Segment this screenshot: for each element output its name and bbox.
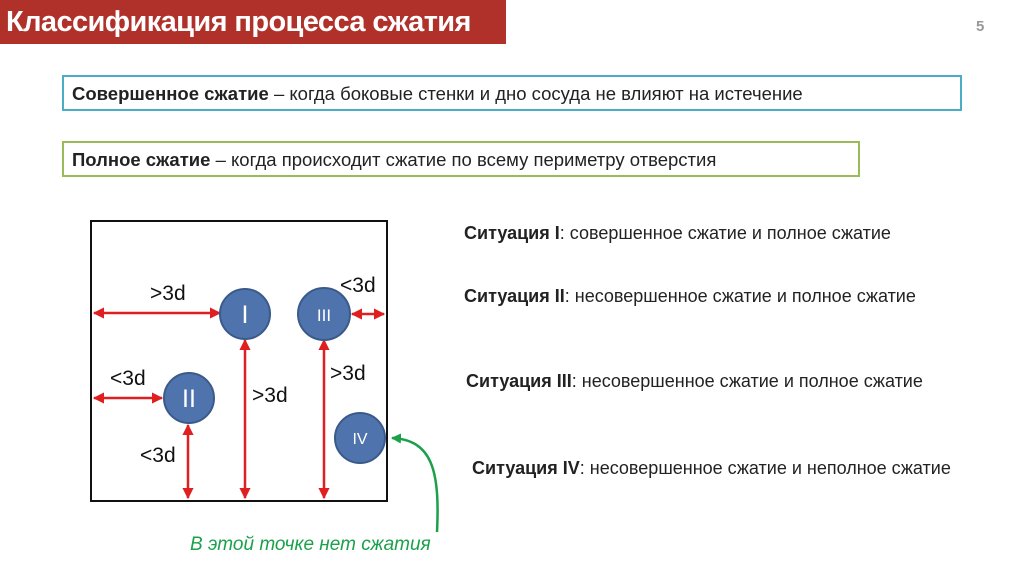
- label-lt3d-bottom: <3d: [140, 444, 176, 467]
- situation-iv: [472, 454, 972, 482]
- label-lt3d-top: <3d: [340, 274, 376, 297]
- definition-text: – когда боковые стенки и дно сосуда не влияют на истечение: [268, 83, 803, 104]
- definition-term: Полное сжатие: [72, 149, 211, 170]
- definition-term: Совершенное сжатие: [72, 83, 269, 104]
- orifice-iv: [335, 413, 385, 463]
- situation-term: Ситуация I: [464, 223, 560, 243]
- situation-text: : несовершенное сжатие и полное сжатие: [571, 371, 923, 391]
- label-gt3d-right: >3d: [330, 362, 366, 385]
- orifice-i-label: I: [241, 301, 249, 329]
- orifice-iii-label: III: [316, 306, 332, 325]
- vessel-outline: [91, 221, 387, 501]
- situation-iii: [466, 367, 946, 395]
- label-gt3d-mid: >3d: [252, 384, 288, 407]
- definition-text: – когда происходит сжатие по всему периметру отверстия: [210, 149, 717, 170]
- page-number: 5: [976, 18, 985, 35]
- orifice-ii-label: II: [182, 385, 196, 413]
- orifice-iv-label: IV: [352, 431, 368, 448]
- situation-text: : несовершенное сжатие и полное сжатие: [564, 286, 916, 306]
- note-arrow: [392, 438, 438, 532]
- situation-i: [464, 219, 974, 247]
- orifice-ii: [164, 373, 214, 423]
- no-compression-note: В этой точке нет сжатия: [190, 534, 431, 555]
- orifice-i: [220, 289, 270, 339]
- label-gt3d-top: >3d: [150, 282, 186, 305]
- situation-term: Ситуация II: [464, 286, 565, 306]
- situation-text: : несовершенное сжатие и неполное сжатие: [579, 458, 951, 478]
- situation-term: Ситуация IV: [472, 458, 580, 478]
- situation-ii: [464, 282, 956, 310]
- situation-text: : совершенное сжатие и полное сжатие: [559, 223, 891, 243]
- label-lt3d-mid: <3d: [110, 367, 146, 390]
- slide-title: Классификация процесса сжатия: [0, 0, 506, 44]
- situation-term: Ситуация III: [466, 371, 572, 391]
